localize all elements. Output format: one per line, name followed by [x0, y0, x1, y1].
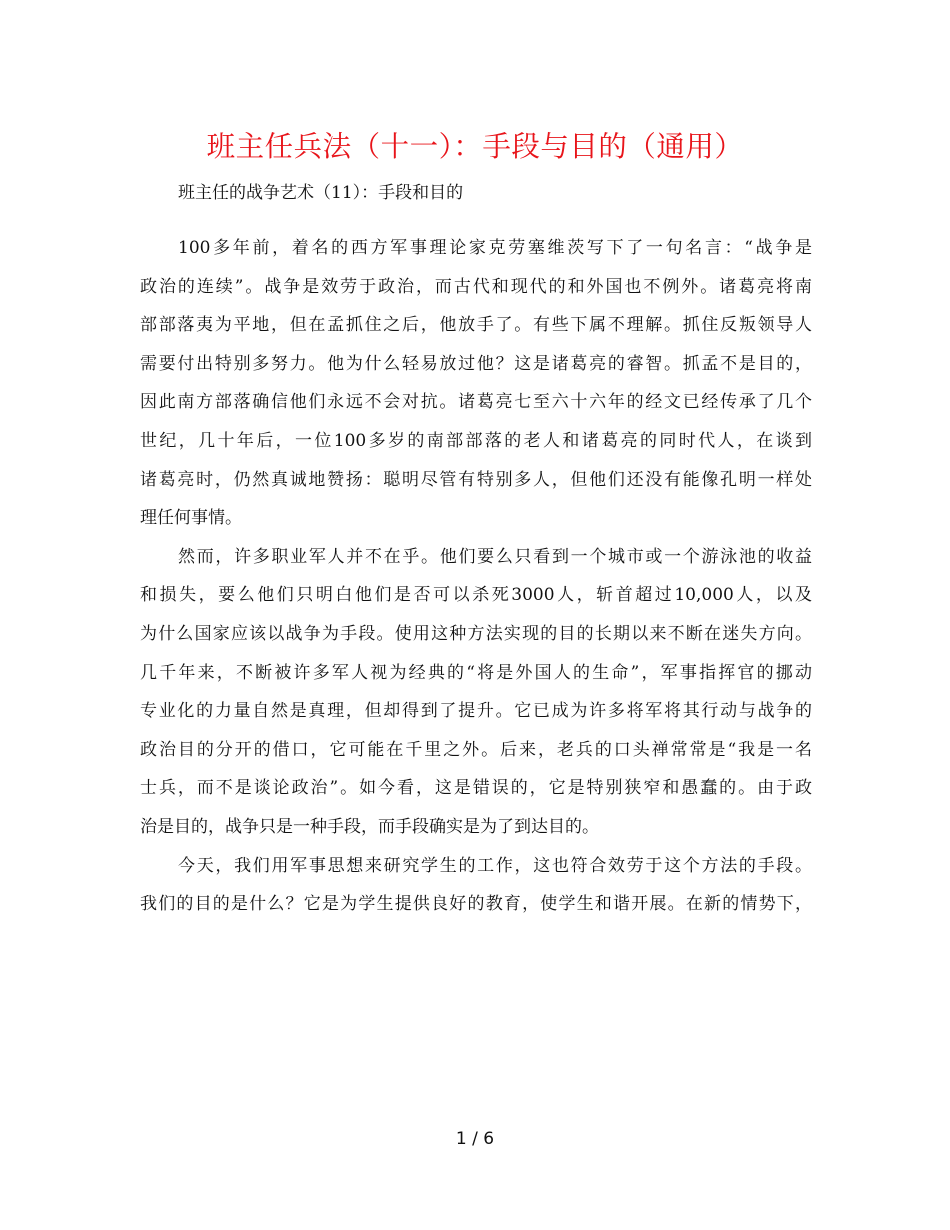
text-line: 世纪，几十年后，一位100多岁的南部部落的老人和诸葛亮的同时代人，在谈到	[140, 430, 812, 451]
text-line: 为什么国家应该以战争为手段。使用这种方法实现的目的长期以来不断在迷失方向。	[140, 623, 812, 644]
text-line: 因此南方部落确信他们永远不会对抗。诸葛亮七至六十六年的经文已经传承了几个	[140, 392, 812, 413]
paragraph-1	[140, 229, 812, 538]
document-title: 班主任兵法（十一）：手段与目的（通用）	[206, 130, 744, 163]
text-line: 和损失，要么他们只明白他们是否可以杀死3000人，斩首超过10,000人，以及	[140, 585, 812, 606]
text-line: 士兵，而不是谈论政治”。如今看，这是错误的，它是特别狭窄和愚蠢的。由于政	[140, 778, 812, 799]
text-line: 理任何事情。	[140, 508, 242, 529]
paragraph-2	[140, 538, 812, 847]
text-line: 部部落夷为平地，但在孟抓住之后，他放手了。有些下属不理解。抓住反叛领导人	[140, 315, 812, 336]
text-line: 今天，我们用军事思想来研究学生的工作，这也符合效劳于这个方法的手段。	[178, 855, 812, 876]
text-line: 100多年前，着名的西方军事理论家克劳塞维茨写下了一句名言：“战争是	[178, 238, 812, 258]
text-line: 需要付出特别多努力。他为什么轻易放过他？这是诸葛亮的睿智。抓孟不是目的，	[140, 353, 812, 374]
page-number: 1 / 6	[455, 1129, 495, 1149]
text-line: 然而，许多职业军人并不在乎。他们要么只看到一个城市或一个游泳池的收益	[178, 546, 812, 567]
text-line: 政治的连续”。战争是效劳于政治，而古代和现代的和外国也不例外。诸葛亮将南	[140, 276, 812, 297]
text-line: 我们的目的是什么？它是为学生提供良好的教育，使学生和谐开展。在新的情势下，	[140, 894, 812, 915]
text-line: 诸葛亮时，仍然真诚地赞扬：聪明尽管有特别多人，但他们还没有能像孔明一样处	[140, 469, 812, 490]
document-subtitle: 班主任的战争艺术（11）：手段和目的	[178, 183, 464, 203]
text-line: 治是目的，战争只是一种手段，而手段确实是为了到达目的。	[140, 816, 599, 837]
document-body	[140, 229, 812, 924]
text-line: 政治目的分开的借口，它可能在千里之外。后来，老兵的口头禅常常是“我是一名	[140, 739, 812, 760]
text-line: 几千年来，不断被许多军人视为经典的“将是外国人的生命”，军事指挥官的挪动	[140, 662, 812, 683]
paragraph-3	[140, 847, 812, 924]
text-line: 专业化的力量自然是真理，但却得到了提升。它已成为许多将军将其行动与战争的	[140, 701, 812, 722]
